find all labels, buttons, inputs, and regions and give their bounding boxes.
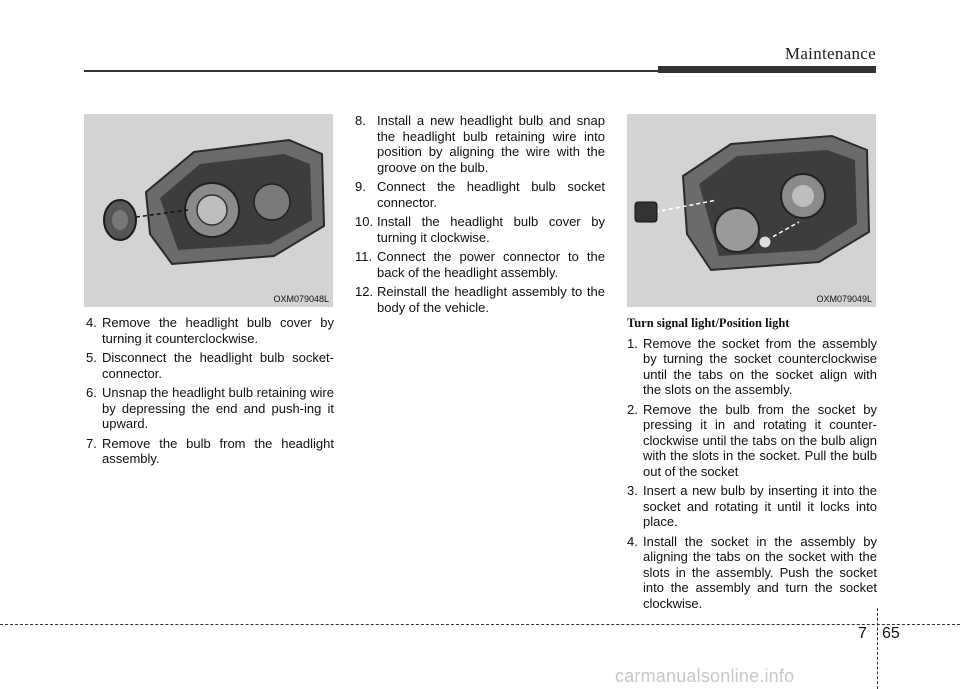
- step-number: 4.: [86, 315, 97, 330]
- middle-column: [355, 113, 605, 319]
- turn-signal-illustration: [627, 114, 876, 307]
- step-number: 5.: [86, 350, 97, 365]
- step-text: Insert a new bulb by inserting it into the socket and rotating it until it locks into place.: [643, 483, 877, 529]
- step-item: [355, 179, 605, 210]
- step-text: Reinstall the headlight assembly to the body of the vehicle.: [377, 284, 605, 315]
- footer-divider: [877, 608, 878, 689]
- right-column: [627, 316, 877, 615]
- step-text: Remove the bulb from the socket by pressing it in and rotating it counter-clockwise until the tabs on the bulb align with the slots in the socket. Pull the bulb out of the socket: [643, 401, 877, 479]
- step-text: Connect the headlight bulb socket connector.: [377, 179, 605, 210]
- step-item: [355, 214, 605, 245]
- step-item: [627, 402, 877, 480]
- step-item: [355, 284, 605, 315]
- headlight-illustration: [84, 114, 333, 307]
- step-number: 3.: [627, 483, 638, 498]
- figure-code-2: OXM079049L: [816, 294, 872, 304]
- step-text: Connect the power connector to the back of the headlight assembly.: [377, 249, 605, 280]
- step-text: Install a new headlight bulb and snap the headlight bulb retaining wire into position by aligning the wire with the groove on the bulb.: [377, 113, 605, 175]
- step-number: 12.: [355, 284, 374, 299]
- step-number: 7.: [86, 435, 97, 451]
- turn-signal-heading: Turn signal light/Position light: [627, 316, 790, 330]
- step-item: [627, 336, 877, 398]
- step-number: 9.: [355, 179, 366, 194]
- watermark: carmanualsonline.info: [615, 666, 795, 686]
- step-number: 6.: [86, 385, 97, 400]
- turn-signal-steps: [627, 336, 877, 612]
- figure-code-1: OXM079048L: [273, 294, 329, 304]
- step-number: 1.: [627, 335, 638, 351]
- step-item: [627, 483, 877, 530]
- headlight-figure-1: [84, 114, 333, 307]
- step-text: Install the headlight bulb cover by turning it clockwise.: [377, 214, 605, 245]
- step-item: [86, 315, 334, 346]
- step-number: 10.: [355, 214, 374, 229]
- headlight-figure-2: [627, 114, 876, 307]
- step-item: [355, 249, 605, 280]
- step-text: Remove the bulb from the headlight assembly.: [102, 435, 334, 466]
- step-item: [86, 350, 334, 381]
- left-column: [86, 315, 334, 471]
- step-number: 11.: [355, 249, 373, 264]
- header-rule: [84, 70, 658, 72]
- step-text: Remove the socket from the assembly by turning the socket counterclockwise until the tabs on the socket align with the slots on the assembly.: [643, 335, 877, 397]
- chapter-number: 7: [858, 625, 867, 642]
- headlight-install-steps: [355, 113, 605, 315]
- step-text: Disconnect the headlight bulb socket-connector.: [102, 350, 334, 381]
- section-title: Maintenance: [784, 44, 876, 63]
- header-bar: [658, 66, 876, 73]
- step-text: Install the socket in the assembly by aligning the tabs on the socket with the slots in the assembly. Push the socket into the assembly and turn the socket clockwise.: [643, 533, 877, 611]
- footer-rule: [0, 624, 960, 625]
- step-number: 8.: [355, 113, 366, 128]
- step-number: 2.: [627, 401, 638, 417]
- step-item: [627, 534, 877, 612]
- step-item: [86, 436, 334, 467]
- step-number: 4.: [627, 533, 638, 549]
- step-item: [86, 385, 334, 432]
- headlight-removal-steps: [86, 315, 334, 467]
- page-number: 65: [882, 625, 900, 642]
- step-item: [355, 113, 605, 175]
- step-text: Unsnap the headlight bulb retaining wire by depressing the end and push-ing it upward.: [102, 385, 334, 431]
- step-text: Remove the headlight bulb cover by turning it counterclockwise.: [102, 315, 334, 346]
